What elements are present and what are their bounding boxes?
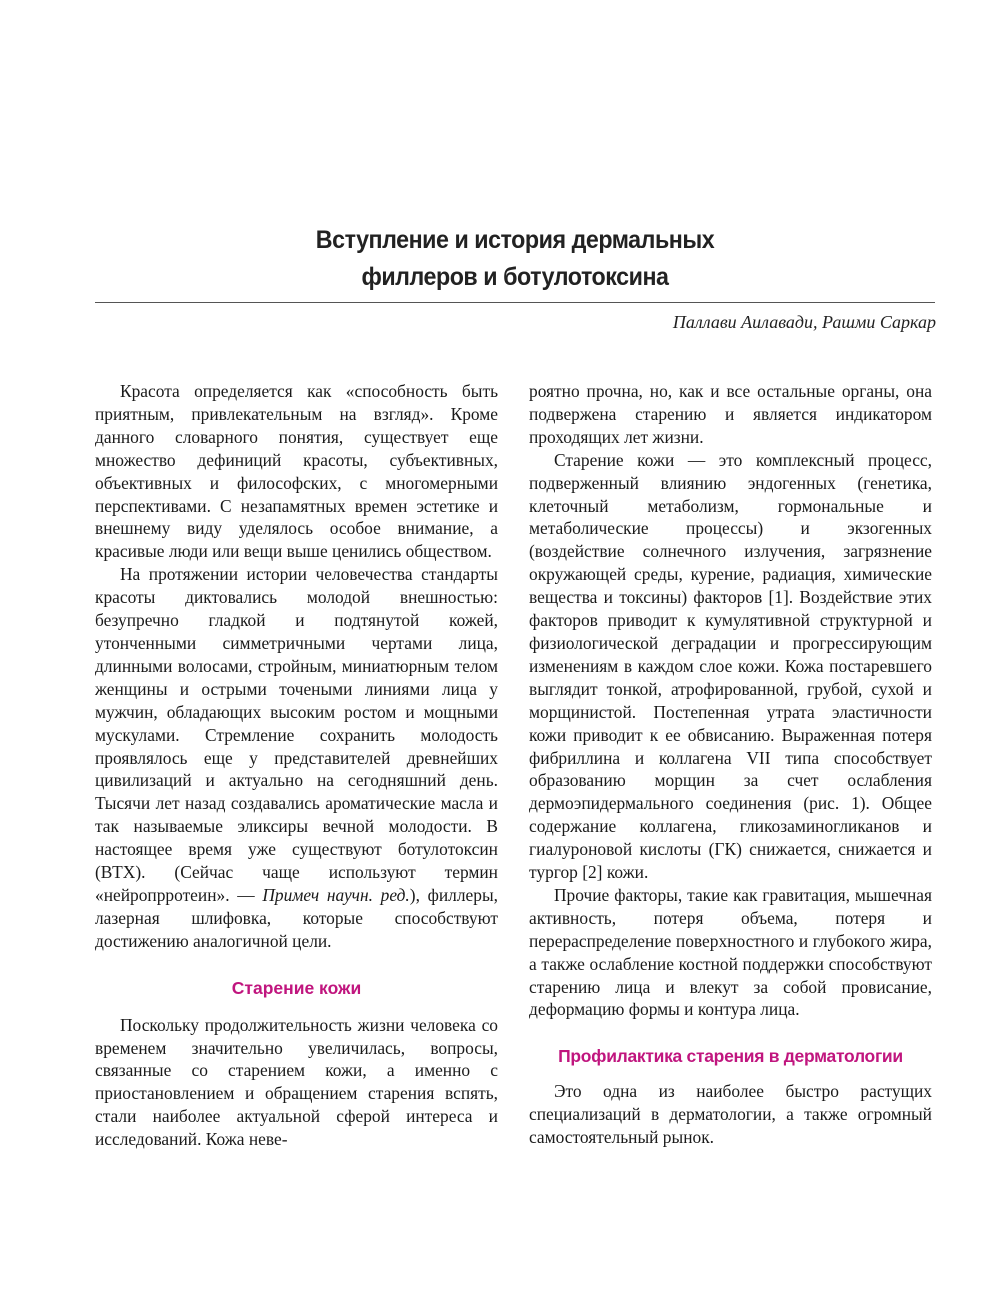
paragraph-other-factors: Прочие факторы, такие как гравитация, мышечная активность, потеря объема, потеря и перераспределение поверхностного и глубокого жира, а также ослабление костной поддержки способствуют старению лица и влекут за собой провисание, деформацию формы и контура лица. [529, 884, 932, 1020]
authors-line: Паллави Аилавади, Рашми Саркар [672, 312, 936, 332]
left-column [95, 380, 498, 1151]
chapter-title-line-2: филлеров и ботулотоксина [361, 263, 669, 291]
paragraph-lifespan: Поскольку продолжительность жизни человека со временем значительно увеличилась, вопросы, связанные со старением кожи, а именно с приостановлением и обращением старения вспять, стали наиболее актуальной сферой интереса и исследований. Кожа неве- [95, 1014, 498, 1150]
title-divider [95, 302, 935, 303]
paragraph-prevention: Это одна из наиболее быстро растущих специализаций в дерматологии, а также огромный самостоятельный рынок. [529, 1081, 932, 1148]
paragraph-beauty-history-end: ), филлеры, лазерная шлифовка, которые способствуют достижению аналогичной цели. [95, 884, 498, 951]
paragraph-skin-continued: роятно прочна, но, как и все остальные органы, она подвержена старению и является индикатором проходящих лет жизни. [529, 381, 932, 447]
paragraph-aging-process: Старение кожи — это комплексный процесс, подверженный влиянию эндогенных (генетика, клеточный метаболизм, гормональные и метаболические процессы) и экзогенных (воздействие солнечного излучения, загрязнение окружающей среды, курение, радиация, химические вещества и токсины) факторов [1]. Воздействие этих факторов приводит к кумулятивной структурной и физиологической деградации и прогрессирующим изменениям в каждом слое кожи. Кожа постаревшего выглядит тонкой, атрофированной, грубой, сухой и морщинистой. Постепенная утрата эластичности кожи приводит к ее обвисанию. Выраженная потеря фибриллина и коллагена VII типа способствует образованию морщин за счет ослабления дермоэпидермального соединения (рис. 1). Общее содержание коллагена, гликозаминогликанов и гиалуроновой кислоты (ГК) снижается, снижается и тургор [2] кожи. [529, 449, 932, 883]
chapter-title-line-1: Вступление и история дермальных [315, 226, 715, 254]
section-heading-skin-aging: Старение кожи [231, 977, 362, 998]
chapter-title [124, 222, 905, 296]
editor-note: Примеч научн. ред. [262, 884, 410, 905]
right-column [529, 380, 932, 1149]
section-heading-prevention: Профилактика старения в дерматологии [558, 1046, 903, 1067]
paragraph-beauty-history-text: На протяжении истории человечества стандарты красоты диктовались молодой внешностью: безупречно гладкой и подтянутой кожей, утонченными симметричными чертами лица, длинными волосами, стройным, миниатюрным телом женщины и острыми точеными линиями лица у мужчин, обладающих высоким ростом и мощными мускулами. Стремление сохранить молодость проявлялось еще у представителей древнейших цивилизаций и актуально на сегодняшний день. Тысячи лет назад создавались ароматические масла и так называемые эликсиры вечной молодости. В настоящее время уже существуют ботулотоксин (ВТХ). (Сейчас чаще используют термин «нейропрротеин». — [95, 564, 498, 905]
paragraph-beauty-history [95, 563, 498, 952]
paragraph-beauty-definition: Красота определяется как «способность быть приятным, привлекательным на взгляд». Кроме данного словарного понятия, существует еще множество дефиниций красоты, субъективных, объективных и философских, с многомерными перспективами. С незапамятных времен эстетике и внешнему виду уделялось особое внимание, а красивые люди или вещи выше ценились обществом. [95, 381, 498, 562]
